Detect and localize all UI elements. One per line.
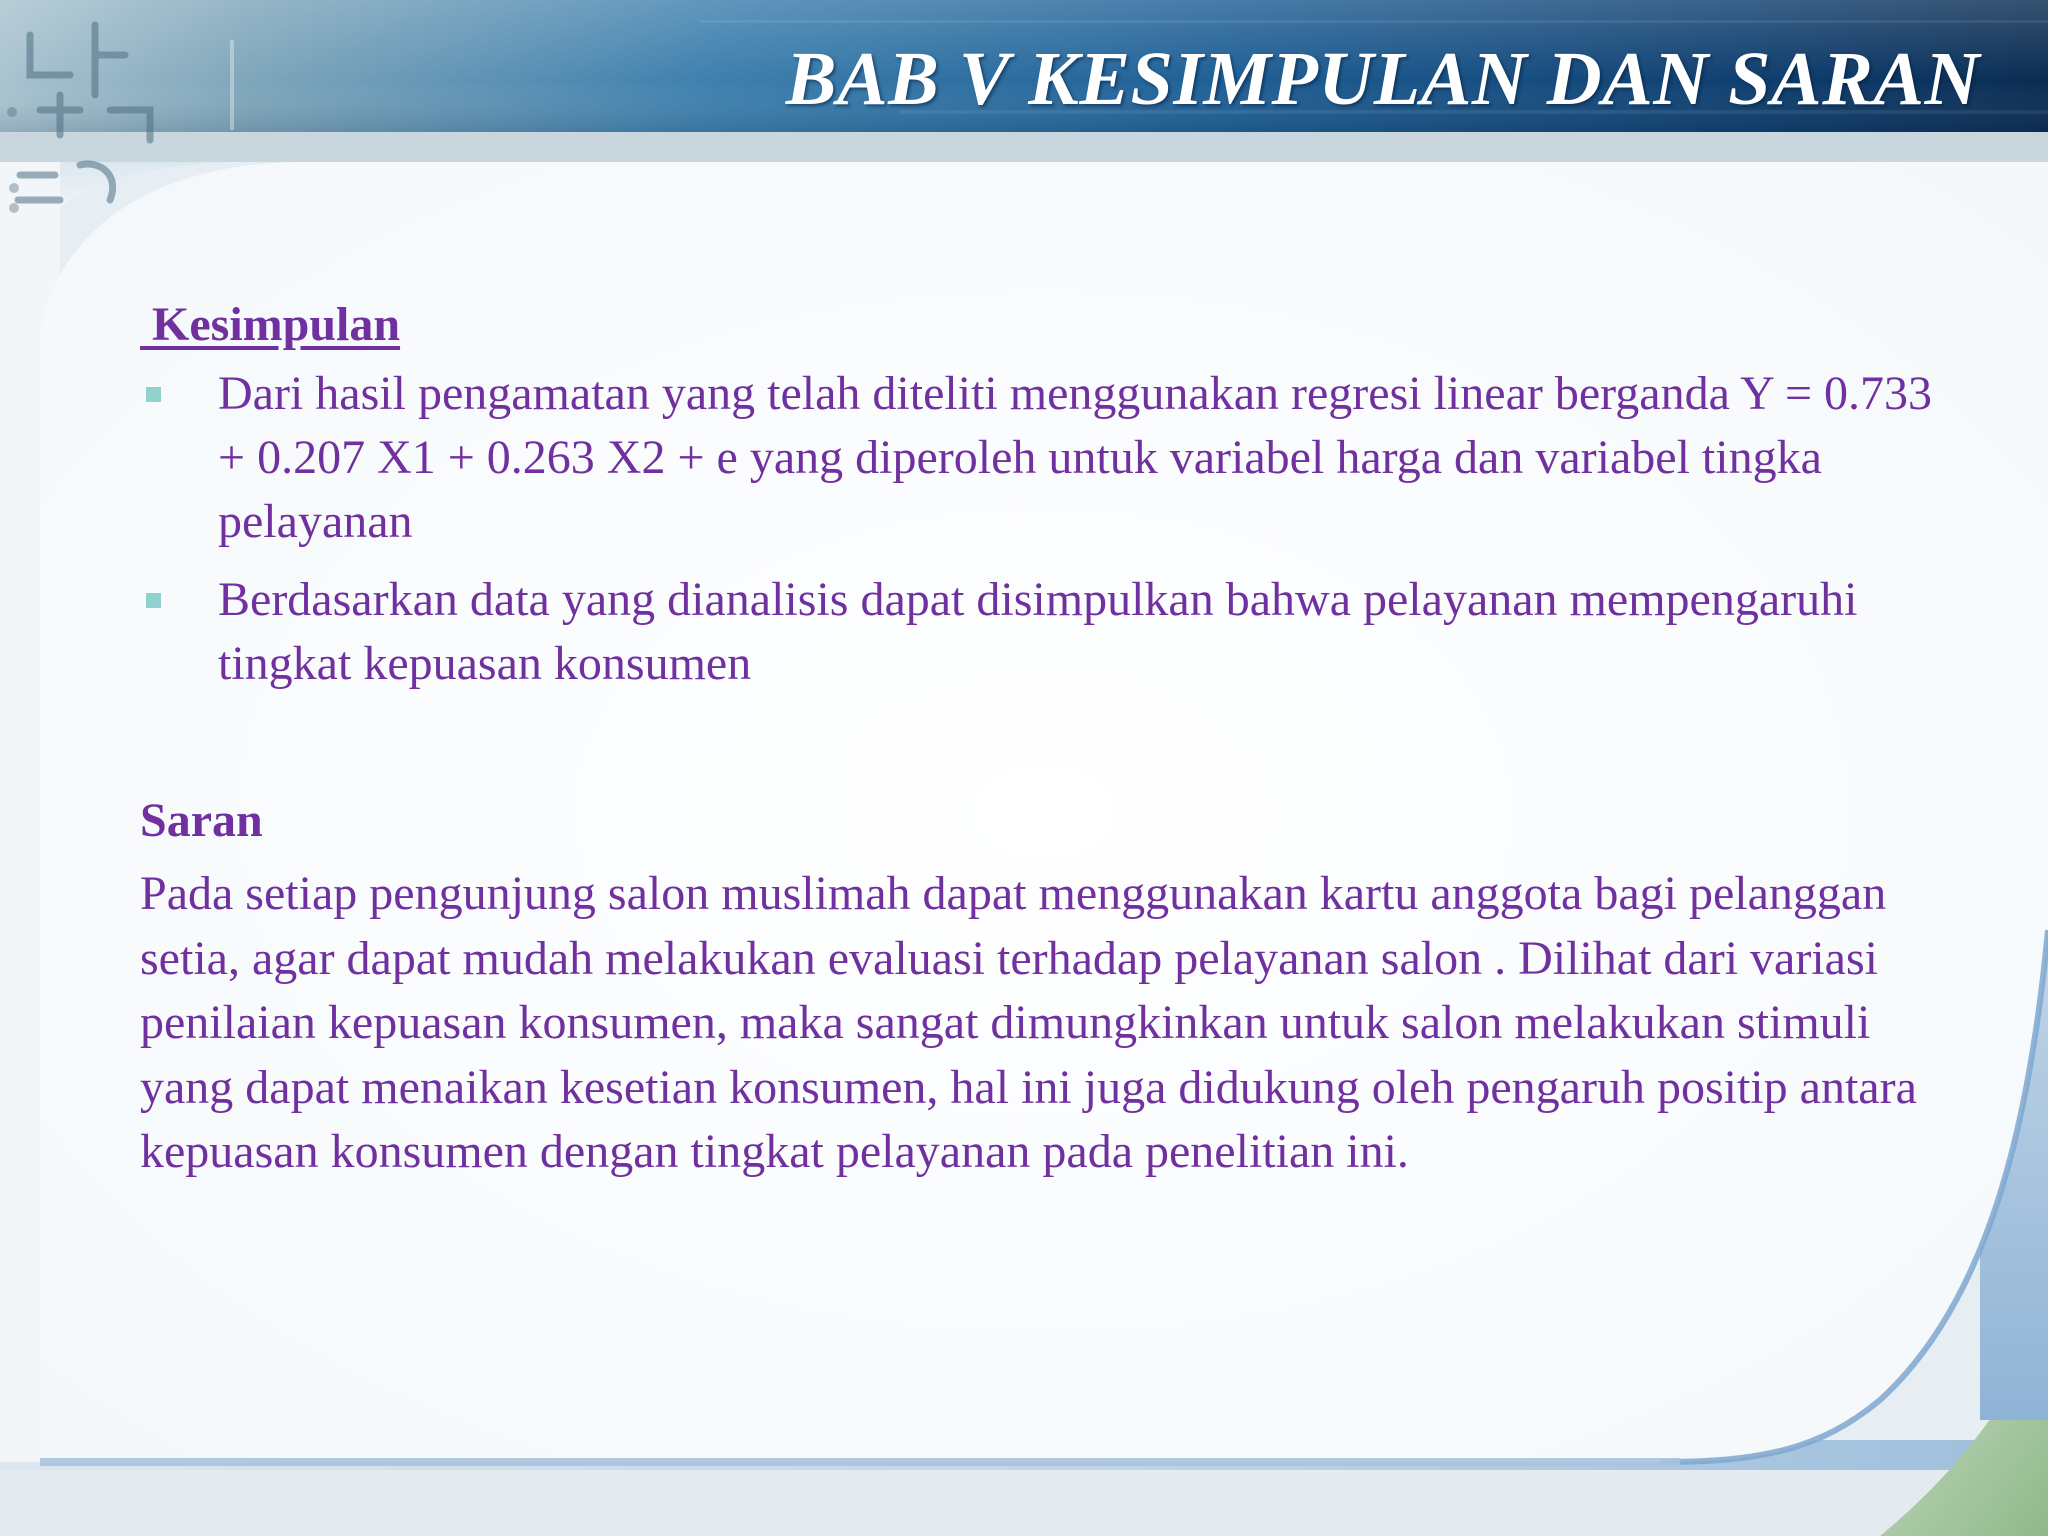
square-bullet-icon [146,593,161,608]
square-bullet-icon [146,387,161,402]
bullet-text: Berdasarkan data yang dianalisis dapat disimpulkan bahwa pelayanan mempengaruhi tingkat kepuasan konsumen [218,573,1858,690]
kesimpulan-list [140,362,1940,696]
list-item [140,362,1940,554]
bullet-text: Dari hasil pengamatan yang telah diteliti menggunakan regresi linear berganda Y = 0.733 + 0.207 X1 + 0.263 X2 + e yang diperoleh untuk variabel harga dan variabel tingka pelayanan [218,367,1933,548]
kesimpulan-heading: Kesimpulan [140,298,401,351]
saran-paragraph: Pada setiap pengunjung salon muslimah dapat menggunakan kartu anggota bagi pelanggan setia, agar dapat mudah melakukan evaluasi terhadap pelayanan salon . Dilihat dari variasi penilaian kepuasan konsumen, maka sangat dimungkinkan untuk salon melakukan stimuli yang dapat menaikan kesetian konsumen, hal ini juga didukung oleh pengaruh positip antara kepuasan konsumen dengan tingkat pelayanan pada penelitian ini. [140,867,1917,1178]
slide-title: BAB V KESIMPULAN DAN SARAN [785,37,1980,121]
list-item [140,568,1940,696]
slide-content [140,292,1940,1185]
saran-heading: Saran [140,794,263,847]
